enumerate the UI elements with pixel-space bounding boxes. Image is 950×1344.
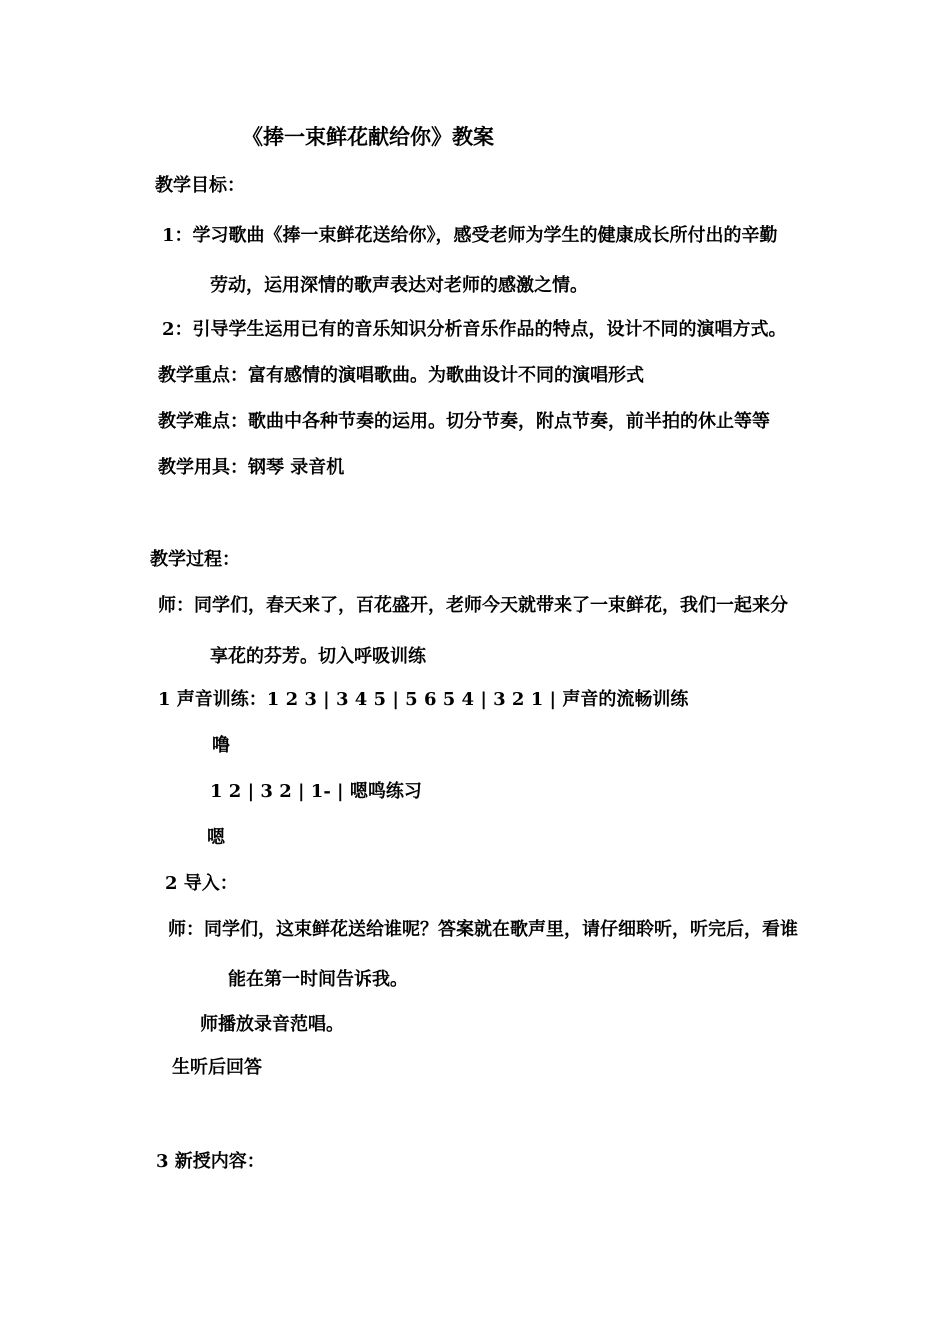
objective-1-line-1: 1：学习歌曲《捧一束鲜花送给你》，感受老师为学生的健康成长所付出的辛勤 <box>162 225 778 246</box>
teaching-tools: 教学用具：钢琴 录音机 <box>158 457 345 478</box>
process-heading: 教学过程： <box>150 549 240 570</box>
teacher-question-line-1: 师：同学们，这束鲜花送给谁呢？答案就在歌声里，请仔细聆听，听完后，看谁 <box>168 919 798 940</box>
teacher-intro-line-1: 师：同学们，春天来了，百花盛开，老师今天就带来了一束鲜花，我们一起来分 <box>158 595 788 616</box>
teacher-intro-line-2: 享花的芬芳。切入呼吸训练 <box>210 646 426 667</box>
difficulties: 教学难点：歌曲中各种节奏的运用。切分节奏，附点节奏，前半拍的休止等等 <box>158 411 770 432</box>
objective-1-line-2: 劳动，运用深情的歌声表达对老师的感激之情。 <box>210 275 588 296</box>
teacher-question-line-2: 能在第一时间告诉我。 <box>228 969 408 990</box>
vocal-training: 1 声音训练：1 2 3 | 3 4 5 | 5 6 5 4 | 3 2 1 | 声音的流畅训练 <box>158 689 689 710</box>
hum-exercise: 1 2 | 3 2 | 1- | 嗯鸣练习 <box>210 781 422 802</box>
new-content-heading: 3 新授内容： <box>156 1151 265 1172</box>
objectives-heading: 教学目标： <box>155 175 245 196</box>
syllable-en: 嗯 <box>207 827 225 848</box>
syllable-lu: 噜 <box>212 735 230 756</box>
students-answer: 生听后回答 <box>172 1057 262 1078</box>
objective-2: 2：引导学生运用已有的音乐知识分析音乐作品的特点，设计不同的演唱方式。 <box>162 319 787 340</box>
teacher-plays-recording: 师播放录音范唱。 <box>200 1014 344 1035</box>
document-title: 《捧一束鲜花献给你》教案 <box>242 124 494 149</box>
intro-heading: 2 导入： <box>165 873 238 894</box>
key-points: 教学重点：富有感情的演唱歌曲。为歌曲设计不同的演唱形式 <box>158 365 644 386</box>
